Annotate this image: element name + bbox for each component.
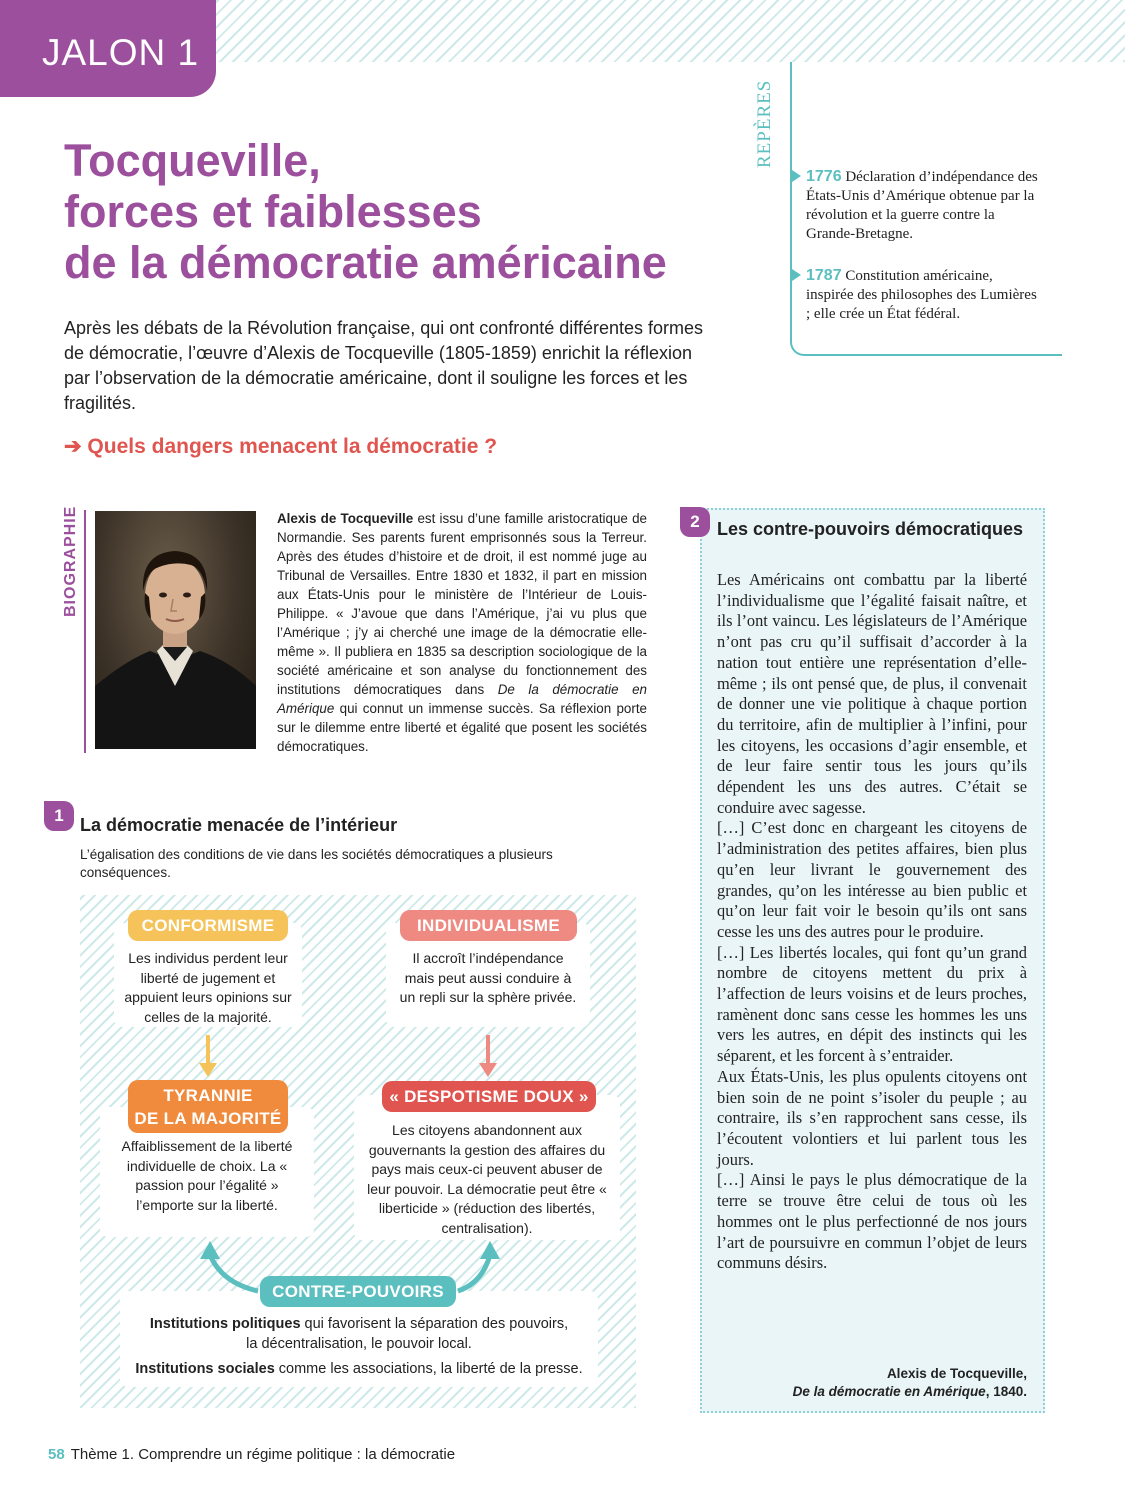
biography-name: Alexis de Tocqueville — [277, 511, 414, 526]
section-1-subtitle: L’égalisation des conditions de vie dans les sociétés démocratiques a plusieurs conséquences. — [80, 847, 553, 880]
source-work: De la démocratie en Amérique — [792, 1384, 986, 1399]
biography-rule — [84, 510, 86, 753]
document-2-paragraph: Les Américains ont combattu par la liberté l’individualisme que l’égalité faisait naître, et ils l’ont vaincu. Les législateurs de l’Amérique n’ont pas cru qu’il suffisait d’accorder à la nation tout entière une représentation d’elle-même ; ils ont pensé que, de plus, il convenait de donner une vie politique à chaque portion du territoire, afin de multiplier à l’infini, pour les citoyens, les occasions d’agir ensemble, et de leur faire sentir tous les jours qu’ils dépendent les uns des autres. C’était se conduire avec sagesse. — [717, 570, 1027, 817]
curved-arrow-icon — [200, 1241, 258, 1291]
title-line-1: Tocqueville, — [64, 135, 321, 186]
down-arrow-icon — [479, 1035, 497, 1077]
document-2-text — [717, 570, 1027, 1274]
reperes-label: REPÈRES — [754, 79, 775, 168]
individualisme-text: Il accroît l’indépendance mais peut aussi conduire à un repli sur la sphère privée. — [399, 950, 577, 1005]
reperes-text: Déclaration d’indépendance des États-Unis d’Amérique obtenue par la révolution et la guerre contre la Grande-Bretagne. — [806, 169, 1038, 242]
biography-text-part2: qui connut un immense succès. Sa réflexion porte sur le dilemme entre liberté et égalité que posent les sociétés démocratiques. — [277, 701, 647, 754]
document-2-source — [717, 1365, 1027, 1401]
tyrannie-text: Affaiblissement de la liberté individuelle de choix. La « passion pour l’égalité » l’emporte sur la liberté. — [121, 1138, 293, 1213]
diagram-arrows — [80, 895, 636, 1408]
despotisme-text: Les citoyens abandonnent aux gouvernants la gestion des affaires du pays mais ceux-ci peuvent abuser de leur pouvoir. La démocratie peut être « liberticide » (réduction des libertés, centralisation). — [367, 1122, 607, 1236]
curved-arrow-icon — [458, 1241, 500, 1291]
reperes-arrow-icon — [792, 269, 801, 281]
reperes-item — [806, 167, 1041, 244]
title-line-2: forces et faiblesses — [64, 186, 482, 237]
reperes-text: Constitution américaine, inspirée des philosophes des Lumières ; elle crée un État fédéral. — [806, 268, 1037, 322]
individualisme-label: INDIVIDUALISME — [400, 910, 577, 941]
despotisme-label: « DESPOTISME DOUX » — [382, 1081, 596, 1112]
header-hatch-band — [200, 0, 1125, 62]
jalon-tab: JALON 1 — [0, 0, 216, 97]
democracy-diagram — [80, 895, 636, 1408]
title-line-3: de la démocratie américaine — [64, 237, 667, 288]
contre-pouvoirs-text1: qui favorisent la séparation des pouvoirs, la décentralisation, le pouvoir local. — [246, 1316, 569, 1352]
document-2-paragraph: […] Les libertés locales, qui font qu’un grand nombre de citoyens mettent du prix à l’affection de leurs voisins et de leurs proches, ramènent donc sans cesse les hommes les uns vers les autres, en dépit des instincts qui les séparent, et les forcent à s’entraider. — [717, 942, 1027, 1066]
source-year: , 1840. — [985, 1384, 1027, 1399]
tyrannie-label-line1: TYRANNIE — [163, 1086, 253, 1105]
biography-label: BIOGRAPHIE — [62, 505, 79, 617]
contre-pouvoirs-bold1: Institutions politiques — [149, 1316, 301, 1332]
key-question: ➔ Quels dangers menacent la démocratie ? — [64, 435, 498, 458]
reperes-year: 1787 — [806, 267, 842, 284]
contre-pouvoirs-bold2: Institutions sociales — [135, 1361, 275, 1377]
tocqueville-portrait — [95, 511, 256, 749]
tyrannie-label-line2: DE LA MAJORITÉ — [134, 1109, 282, 1128]
contre-pouvoirs-label: CONTRE-POUVOIRS — [260, 1276, 456, 1307]
biography-text-part1: est issu d’une famille aristocratique de Normandie. Ses parents furent emprisonnés sous la Terreur. Après des études d’histoire et de droit, il est nommé juge au Tribunal de Versailles. Entre 1830 et 1832, il part en mission aux États-Unis pour le ministère de l’Intérieur de Louis-Philippe. « J’avoue que dans l’Amérique, j’ai vu plus que l’Amérique ; j’y ai cherché une image de la démocratie elle-même ». Il publiera en 1835 sa description sociologique de la société américaine et son analyse du fonctionnement des institutions démocratiques dans — [277, 511, 647, 697]
biography-work-title: De la démocratie en Amérique — [277, 682, 647, 716]
page-number: 58 — [48, 1446, 65, 1463]
reperes-year: 1776 — [806, 168, 842, 185]
biography-text — [277, 509, 647, 756]
document-2-paragraph: […] Ainsi le pays le plus démocratique de la terre se trouve être celui de tous où les hommes ont le plus perfectionné de nos jours l’art de poursuivre en commun l’objet de leurs communs désirs. — [717, 1170, 1027, 1273]
intro-paragraph: Après les débats de la Révolution française, qui ont confronté différentes formes de démocratie, l’œuvre d’Alexis de Tocqueville (1805-1859) enrichit la réflexion par l’observation de la démocratie américaine, dont il souligne les forces et les fragilités. — [64, 318, 704, 413]
section-1-title: La démocratie menacée de l’intérieur — [80, 815, 398, 835]
document-2-paragraph: Aux États-Unis, les plus opulents citoyens ont bien soin de ne point s’isoler du peuple ; au contraire, ils s’en rapprochent sans cesse, ils l’écoutent volontiers et lui parlent tous les jours. — [717, 1066, 1027, 1169]
reperes-item — [806, 266, 1041, 324]
page-footer — [48, 1446, 455, 1463]
document-number-1: 1 — [44, 801, 74, 831]
reperes-arrow-icon — [792, 170, 801, 182]
contre-pouvoirs-text2: comme les associations, la liberté de la presse. — [274, 1361, 583, 1377]
source-author: Alexis de Tocqueville, — [886, 1366, 1027, 1381]
conformisme-text: Les individus perdent leur liberté de jugement et appuient leurs opinions sur celles de la majorité. — [124, 950, 292, 1025]
conformisme-label: CONFORMISME — [128, 910, 288, 941]
document-2-paragraph: […] C’est donc en chargeant les citoyens de l’administration des petites affaires, bien plus qu’en leur livrant le gouvernement des grandes, qu’on les intéresse au bien public et qu’on leur fait voir le besoin qu’ils ont sans cesse les uns des autres pour le produire. — [717, 818, 1027, 941]
document-number-2: 2 — [680, 507, 710, 537]
down-arrow-icon — [199, 1035, 217, 1077]
source-work-line — [717, 1383, 1027, 1401]
footer-theme: Thème 1. Comprendre un régime politique : la démocratie — [70, 1446, 456, 1463]
section-2-title: Les contre-pouvoirs démocratiques — [717, 519, 1024, 539]
page-title — [64, 135, 764, 288]
